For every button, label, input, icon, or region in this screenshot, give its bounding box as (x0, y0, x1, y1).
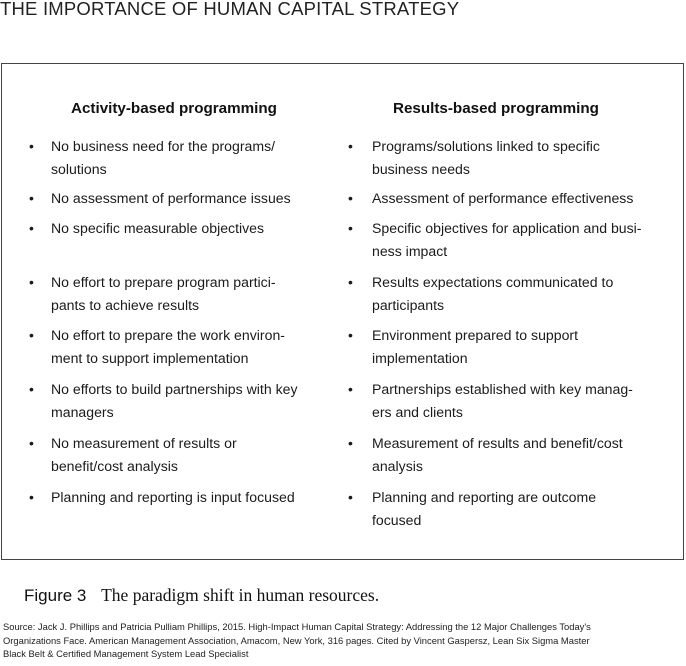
list-item-text: pants to achieve results (51, 296, 200, 313)
list-item-text: No measurement of results or (51, 435, 237, 451)
figure-caption-text: The paradigm shift in human resources. (101, 585, 380, 605)
list-item-text: No efforts to build partnerships with key (51, 381, 298, 397)
bullet-icon: • (348, 274, 353, 290)
list-item-text: Specific objectives for application and busi- (372, 220, 642, 236)
list-item-text: managers (51, 403, 114, 420)
figure-number: Figure 3 (24, 586, 87, 605)
bullet-icon: • (29, 138, 34, 154)
list-item-text: ment to support implementation (51, 349, 249, 366)
list-item-text: Environment prepared to support (372, 327, 579, 343)
list-item-text: Planning and reporting are outcome (372, 489, 597, 505)
bullet-icon: • (348, 138, 353, 154)
list-item-text: Planning and reporting is input focused (51, 489, 295, 505)
bullet-icon: • (348, 327, 353, 343)
list-item-text: No assessment of performance issues (51, 190, 291, 206)
figure-caption (24, 585, 379, 606)
source-line: Source: Jack J. Phillips and Patricia Pulliam Phillips, 2015. High-Impact Human Capital Strategy: Addressing the 12 Major Challenges Today's (3, 621, 591, 632)
source-note (3, 620, 686, 661)
bullet-icon: • (29, 274, 34, 290)
list-item-text: ness impact (372, 242, 448, 259)
results-based-heading: Results-based programming (393, 100, 599, 117)
list-item-text: benefit/cost analysis (51, 457, 178, 474)
list-item-text: solutions (51, 160, 107, 177)
bullet-icon: • (348, 381, 353, 397)
bullet-icon: • (29, 220, 34, 236)
list-item-text: ers and clients (372, 403, 463, 420)
bullet-icon: • (29, 327, 34, 343)
bullet-icon: • (29, 381, 34, 397)
bullet-icon: • (29, 435, 34, 451)
list-item-text: No effort to prepare the work environ- (51, 327, 285, 343)
bullet-icon: • (348, 489, 353, 505)
list-item-text: Measurement of results and benefit/cost (372, 435, 623, 451)
source-line: Organizations Face. American Management Association, Amacom, New York, 316 pages. Cited by Vincent Gaspersz, Lean Six Sigma Master (3, 634, 590, 646)
activity-based-heading: Activity-based programming (71, 100, 277, 117)
bullet-icon: • (348, 220, 353, 236)
bullet-icon: • (348, 190, 353, 206)
list-item-text: No effort to prepare program partici- (51, 274, 276, 290)
bullet-icon: • (348, 435, 353, 451)
bullet-icon: • (29, 489, 34, 505)
page-title: THE IMPORTANCE OF HUMAN CAPITAL STRATEGY (0, 0, 460, 19)
source-line: Black Belt & Certified Management System Lead Specialist (3, 648, 249, 660)
list-item-text: implementation (372, 349, 468, 366)
list-item-text: Partnerships established with key manag- (372, 381, 633, 397)
list-item-text: business needs (372, 160, 470, 177)
list-item-text: participants (372, 296, 445, 313)
list-item-text: analysis (372, 457, 423, 474)
list-item-text: Assessment of performance effectiveness (372, 190, 634, 206)
list-item-text: focused (372, 511, 422, 528)
list-item-text: No business need for the programs/ (51, 138, 276, 154)
bullet-icon: • (29, 190, 34, 206)
list-item-text: Programs/solutions linked to specific (372, 138, 600, 154)
list-item-text: Results expectations communicated to (372, 274, 614, 290)
list-item-text: No specific measurable objectives (51, 220, 265, 236)
